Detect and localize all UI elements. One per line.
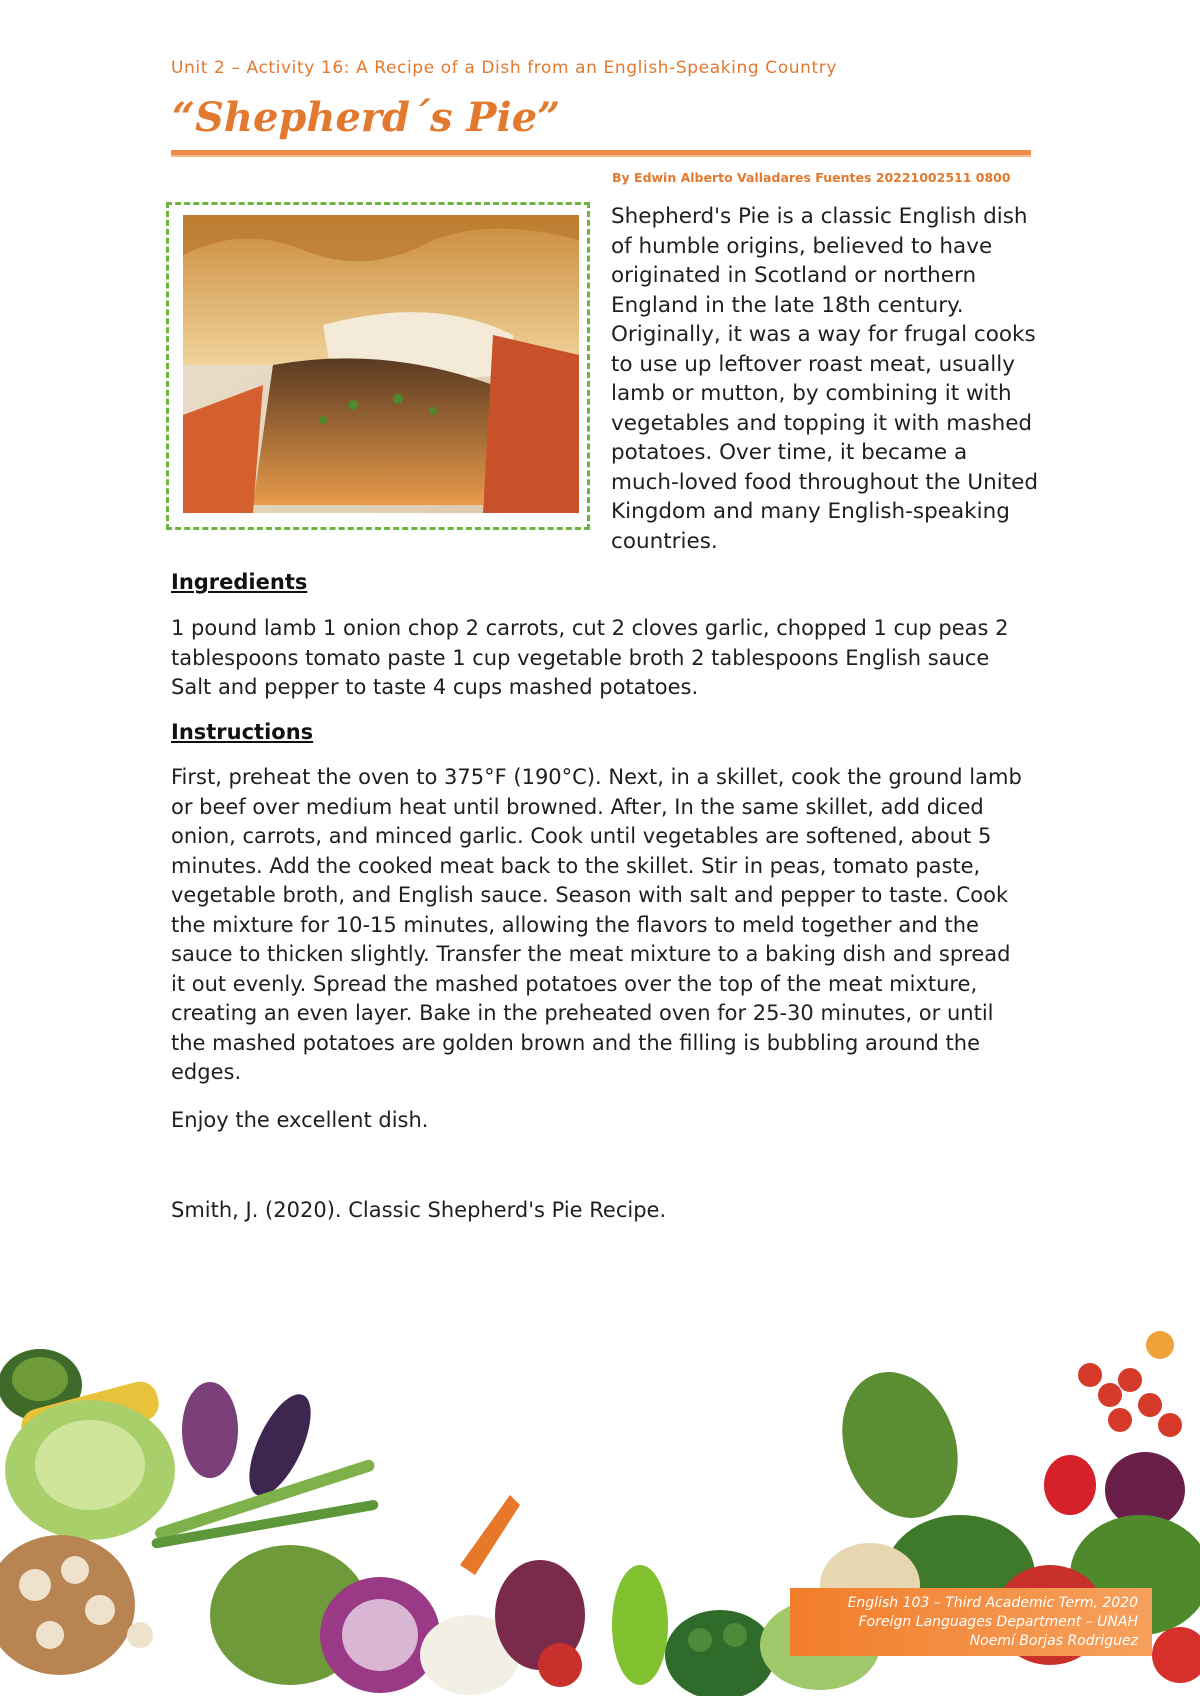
- reference-citation: Smith, J. (2020). Classic Shepherd's Pie Recipe.: [171, 1198, 667, 1222]
- intro-paragraph: Shepherd's Pie is a classic English dish of humble origins, believed to have originated in Scotland or northern England in the late 18th century. Originally, it was a way for frugal cooks to use up leftover roast meat, usually lamb or mutton, by combining it with vegetables and topping it with mashed potatoes. Over time, it became a much-loved food throughout the United Kingdom and many English-speaking countries.: [611, 204, 1038, 554]
- title-divider: [171, 150, 1031, 157]
- shepherds-pie-photo: [183, 215, 579, 513]
- ingredients-heading: Ingredients: [171, 570, 308, 594]
- course-footer: [790, 1588, 1152, 1656]
- footer-course-line: English 103 – Third Academic Term, 2020: [847, 1595, 1138, 1611]
- instructions-heading: Instructions: [171, 720, 314, 744]
- recipe-title: “Shepherd´s Pie”: [172, 94, 561, 141]
- instructions-paragraph: First, preheat the oven to 375°F (190°C). Next, in a skillet, cook the ground lamb or beef over medium heat until browned. After, In the same skillet, add diced onion, carrots, and minced garlic. Cook until vegetables are softened, about 5 minutes. Add the cooked meat back to the skillet. Stir in peas, tomato paste, vegetable broth, and English sauce. Season with salt and pepper to taste. Cook the mixture for 10-15 minutes, allowing the flavors to meld together and the sauce to thicken slightly. Transfer the meat mixture to a baking dish and spread it out evenly. Spread the mashed potatoes over the top of the meat mixture, creating an even layer. Bake in the preheated oven for 25-30 minutes, or until the mashed potatoes are golden brown and the filling is bubbling around the edges.: [171, 765, 1022, 1084]
- closing-line: Enjoy the excellent dish.: [171, 1108, 429, 1132]
- author-line: By Edwin Alberto Valladares Fuentes 20221002511 0800: [612, 170, 1011, 185]
- ingredients-paragraph: 1 pound lamb 1 onion chop 2 carrots, cut 2 cloves garlic, chopped 1 cup peas 2 tablespoons tomato paste 1 cup vegetable broth 2 tablespoons English sauce Salt and pepper to taste 4 cups mashed potatoes.: [171, 616, 1009, 699]
- footer-instructor-line: Noemí Borjas Rodriguez: [969, 1633, 1138, 1649]
- dish-photo-frame: [166, 202, 590, 530]
- footer-department-line: Foreign Languages Department – UNAH: [858, 1614, 1138, 1630]
- activity-subtitle: Unit 2 – Activity 16: A Recipe of a Dish from an English-Speaking Country: [171, 58, 838, 78]
